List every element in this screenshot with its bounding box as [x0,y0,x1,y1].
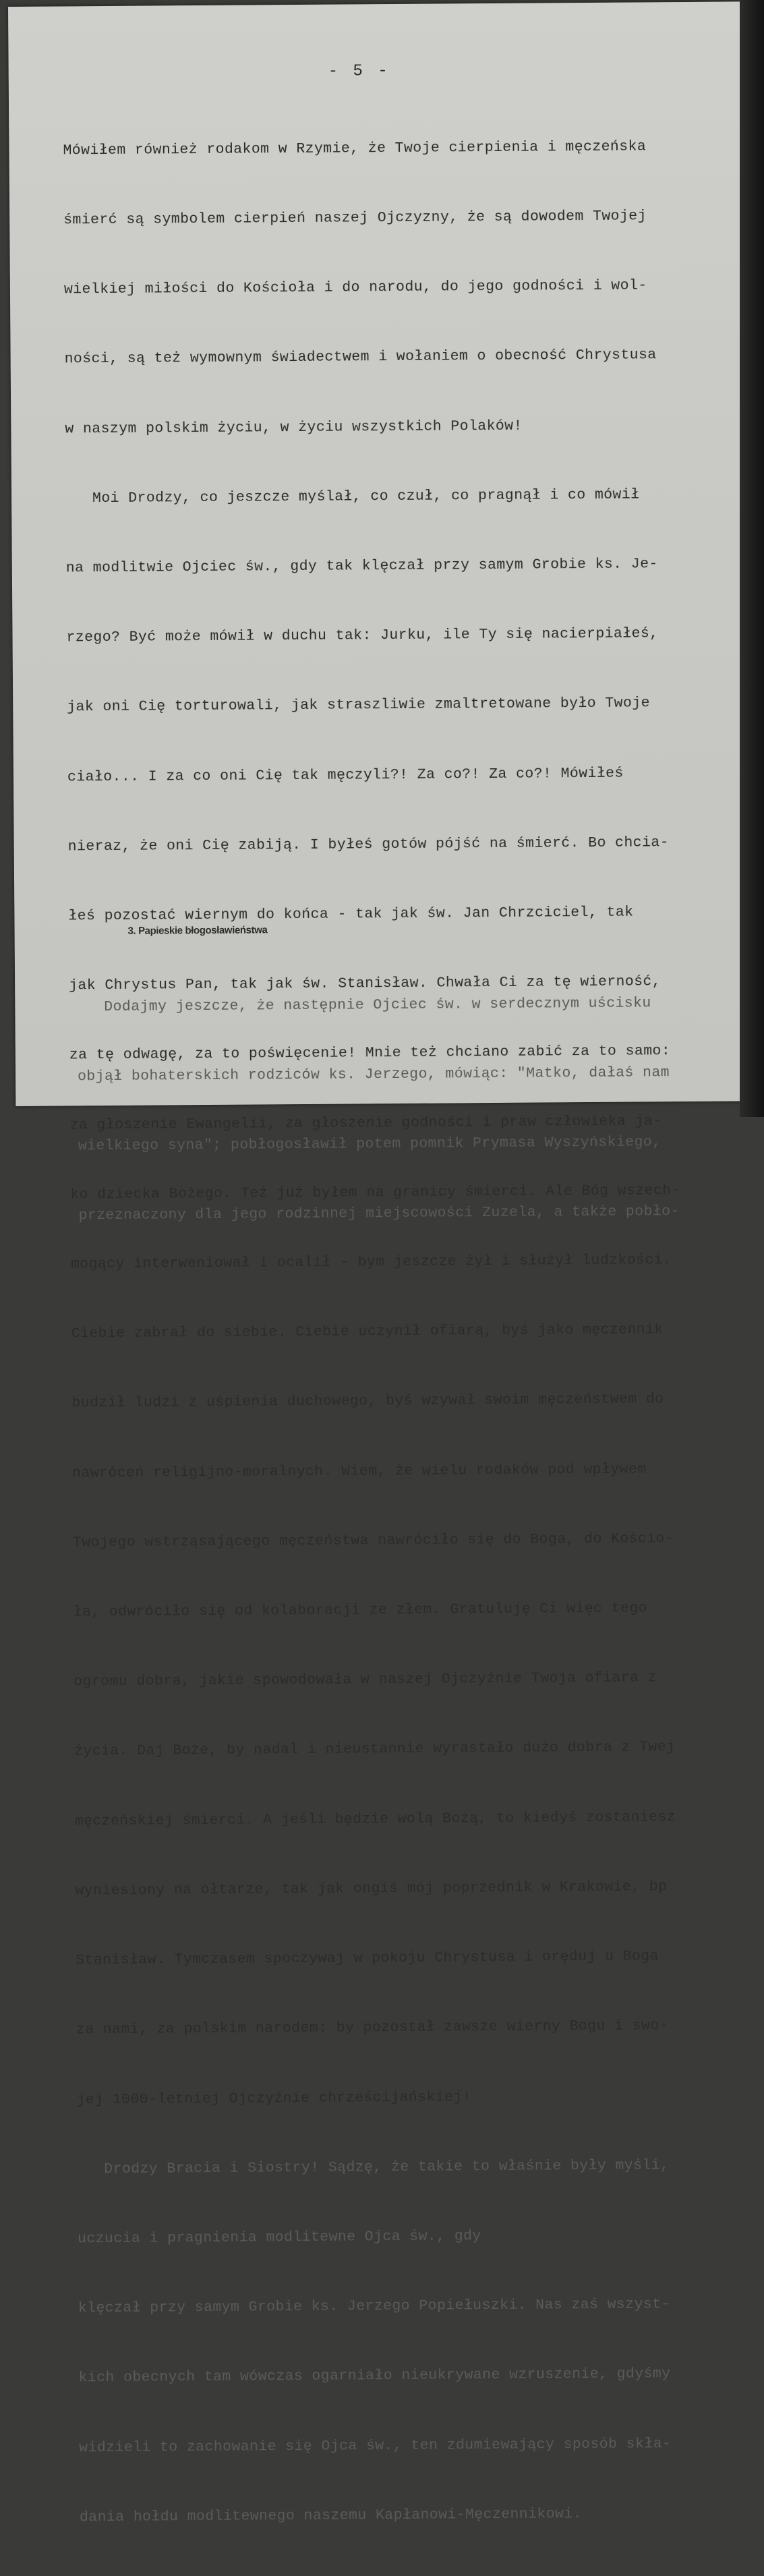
text-line: budził ludzi z uśpienia duchowego, byś wzywał swoim męczeństwem do [71,1391,664,1412]
scan-edge-shadow [740,0,764,1117]
text-line: za głoszenie Ewangelii, za głoszenie godności i praw człowieka ja- [69,1112,662,1134]
text-line: w naszym polskim życiu, w życiu wszystkich Polaków! [65,418,523,438]
text-line: Ciebie zabrał do siebie. Ciebie uczynił ofiarą, byś jako męczennik [71,1321,664,1342]
body-text-continued [77,945,726,1274]
page-number: - 5 - [328,62,390,81]
text-line: jej 1000-letniej Ojczyźnie chrześcijańskiej! [76,2088,472,2108]
text-line: wielkiego syna"; pobłogosławił potem pomnik Prymasa Wyszyńskiego, [78,1134,662,1155]
text-line: widzieli to zachowanie się Ojca św., ten zdumiewający sposób skła- [79,2435,672,2456]
text-line: ciało... I za co oni Cię tak męczyli?! Za co?! Za co?! Mówiłeś [67,765,624,786]
text-line: ła, odwróciło się od kolaboracji ze złem. Gratuluję Ci więc tego [73,1600,648,1621]
text-line: łeś pozostać wiernym do końca - tak jak św. Jan Chrzciciel, tak [68,904,634,925]
text-line: kich obecnych tam wówczas ogarniało nieukrywane wzruszenie, gdyśmy [78,2366,671,2386]
text-line: rzego? Być może mówił w duchu tak: Jurku, ile Ty się nacierpiałeś, [66,625,659,646]
text-line: jak oni Cię torturowali, jak straszliwie zmaltretowane było Twoje [67,695,650,716]
text-line: śmierć są symbolem cierpień naszej Ojczyzny, że są dowodem Twojej [63,208,647,229]
text-line: Twojego wstrząsającego męczeństwa nawróciło się do Boga, do Kościo- [72,1530,674,1551]
text-line: klęczał przy samym Grobie ks. Jerzego Popiełuszki. Nas zaś wszyst- [78,2296,670,2317]
text-line: Stanisław. Tymczasem spoczywaj w pokoju Chrystusa i oręduj u Boga [76,1948,659,1969]
text-line: Dodajmy jeszcze, że następnie Ojciec św. w serdecznym uścisku [77,995,651,1016]
document-page [8,1,747,2526]
text-line: mogący interweniował i ocalił - bym jeszcze żył i służył ludzkości. [70,1252,672,1273]
text-line: na modlitwie Ojciec św., gdy tak klęczał przy samym Grobie ks. Je- [65,556,658,577]
text-line: Drodzy Bracia i Siostry! Sądzę, że takie to właśnie były myśli, [77,2156,670,2178]
text-line: życia. Daj Boże, by nadal i nieustannie wyrastało dużo dobra z Twej [74,1739,676,1760]
text-line: jak Chrystus Pan, tak jak św. Stanisław. Chwała Ci za tę wierność, [69,973,662,994]
text-line: wyniesiony na ołtarze, tak jak ongiś mój poprzednik w Krakowie, bp [75,1879,668,1899]
text-line: nawróceń religijno-moralnych. Wiem, że wielu rodaków pod wpływem [72,1461,647,1482]
text-line: za tę odwagę, za to poświęcenie! Mnie też chciano zabić za to samo: [69,1043,671,1064]
section-heading: 3. Papieskie błogosławieństwa [127,924,268,937]
text-line: ogromu dobra, jakie spowodowała w naszej Ojczyźnie Twoja ofiara z [74,1669,657,1690]
text-line: przeznaczony dla jego rodzinnej miejscowości Zuzela, a także pobło- [78,1203,680,1224]
text-line: nieraz, że oni Cię zabiją. I byłeś gotów pójść na śmierć. Bo chcia- [67,834,670,855]
text-line: uczucia i pragnienia modlitewne Ojca św., gdy [78,2228,481,2248]
text-line: ności, są też wymownym świadectwem i wołaniem o obecność Chrystusa [64,347,657,368]
text-line: dania hołdu modlitewnego naszemu Kapłanowi-Męczennikowi. [79,2505,582,2526]
text-line: ko dziecka Bożego. Też już byłem na granicy śmierci. Ale Bóg wszech- [70,1182,680,1203]
text-line: za nami, za polskim narodem: by pozostał zawsze wierny Bogu i swo- [76,2017,668,2038]
text-line: Moi Drodzy, co jeszcze myślał, co czuł, co pragnął i co mówił [65,486,640,507]
text-line: wielkiej miłości do Kościoła i do narodu, do jego godności i wol- [63,277,647,298]
text-line: objął bohaterskich rodziców ks. Jerzego, mówiąc: "Matko, dałaś nam [77,1064,670,1085]
body-text [63,88,728,2576]
text-line: Mówiłem również rodakom w Rzymie, że Twoje cierpienia i męczeńska [63,138,647,159]
text-line: męczeńskiej śmierci. A jeśli będzie wolą Bożą, to kiedyś zostaniesz [74,1808,676,1830]
